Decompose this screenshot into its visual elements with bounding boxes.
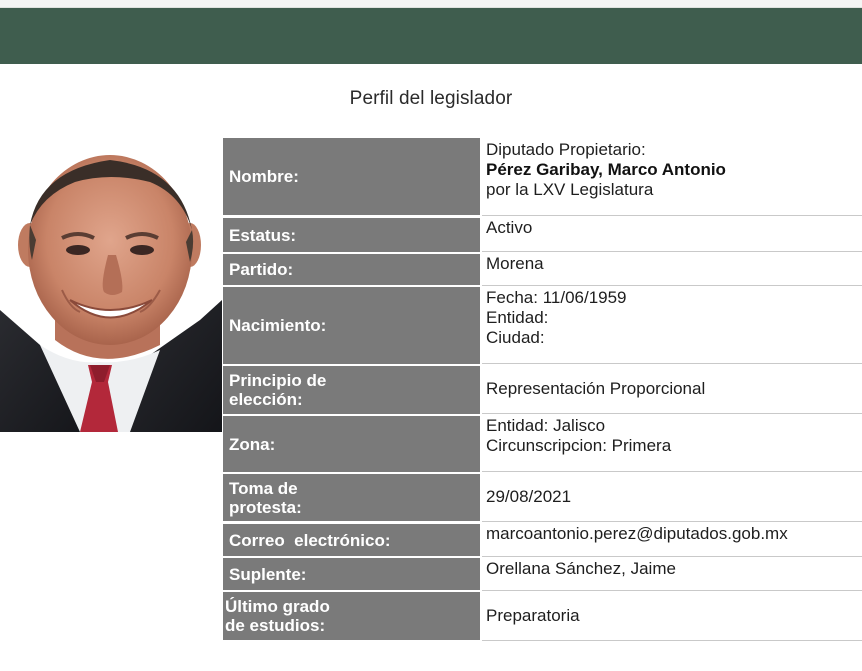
value-estatus xyxy=(482,216,862,252)
partido-text: Morena xyxy=(486,254,544,273)
zona-entidad: Entidad: Jalisco xyxy=(486,416,606,435)
value-partido xyxy=(482,252,862,286)
label-toma-protesta xyxy=(223,474,480,521)
toma-line1: Toma de xyxy=(229,478,298,498)
estudios-line2: de estudios: xyxy=(225,616,326,635)
header-banner xyxy=(0,8,862,64)
label-nacimiento: Nacimiento: xyxy=(223,287,480,364)
value-correo xyxy=(482,522,862,557)
estatus-text: Activo xyxy=(486,218,533,237)
label-nombre: Nombre: xyxy=(223,138,480,215)
suplente-text: Orellana Sánchez, Jaime xyxy=(486,559,676,578)
legislatura-text: por la LXV Legislatura xyxy=(486,180,654,199)
value-zona xyxy=(482,414,862,472)
cargo-text: Diputado Propietario: xyxy=(486,140,646,159)
value-principio-eleccion xyxy=(482,364,862,414)
ciudad-nacimiento: Ciudad: xyxy=(486,328,545,347)
page-title: Perfil del legislador xyxy=(349,88,513,109)
principio-text: Representación Proporcional xyxy=(486,378,706,398)
estudios-text: Preparatoria xyxy=(486,605,580,625)
legislator-name: Pérez Garibay, Marco Antonio xyxy=(486,160,726,179)
label-correo: Correo electrónico: xyxy=(223,524,480,556)
label-estudios xyxy=(223,592,480,640)
label-estatus: Estatus: xyxy=(223,218,480,252)
label-partido: Partido: xyxy=(223,254,480,285)
correo-link[interactable]: marcoantonio.perez@diputados.gob.mx xyxy=(486,524,788,543)
label-suplente: Suplente: xyxy=(223,558,480,590)
estudios-line1: Último grado xyxy=(225,597,330,616)
entidad-nacimiento: Entidad: xyxy=(486,308,549,327)
toma-text: 29/08/2021 xyxy=(486,486,572,506)
principio-line2: elección: xyxy=(229,390,303,409)
zona-circunscripcion: Circunscripcion: Primera xyxy=(486,436,672,455)
value-suplente xyxy=(482,557,862,591)
principio-line1: Principio de xyxy=(229,371,327,390)
fecha-nacimiento: Fecha: 11/06/1959 xyxy=(486,288,627,307)
label-zona: Zona: xyxy=(223,416,480,472)
value-toma-protesta xyxy=(482,472,862,522)
label-principio-eleccion xyxy=(223,366,480,414)
toma-line2: protesta: xyxy=(229,497,302,517)
value-nombre xyxy=(482,138,862,216)
top-border xyxy=(0,0,862,8)
value-nacimiento xyxy=(482,286,862,364)
legislator-photo xyxy=(0,150,222,432)
value-estudios xyxy=(482,591,862,641)
